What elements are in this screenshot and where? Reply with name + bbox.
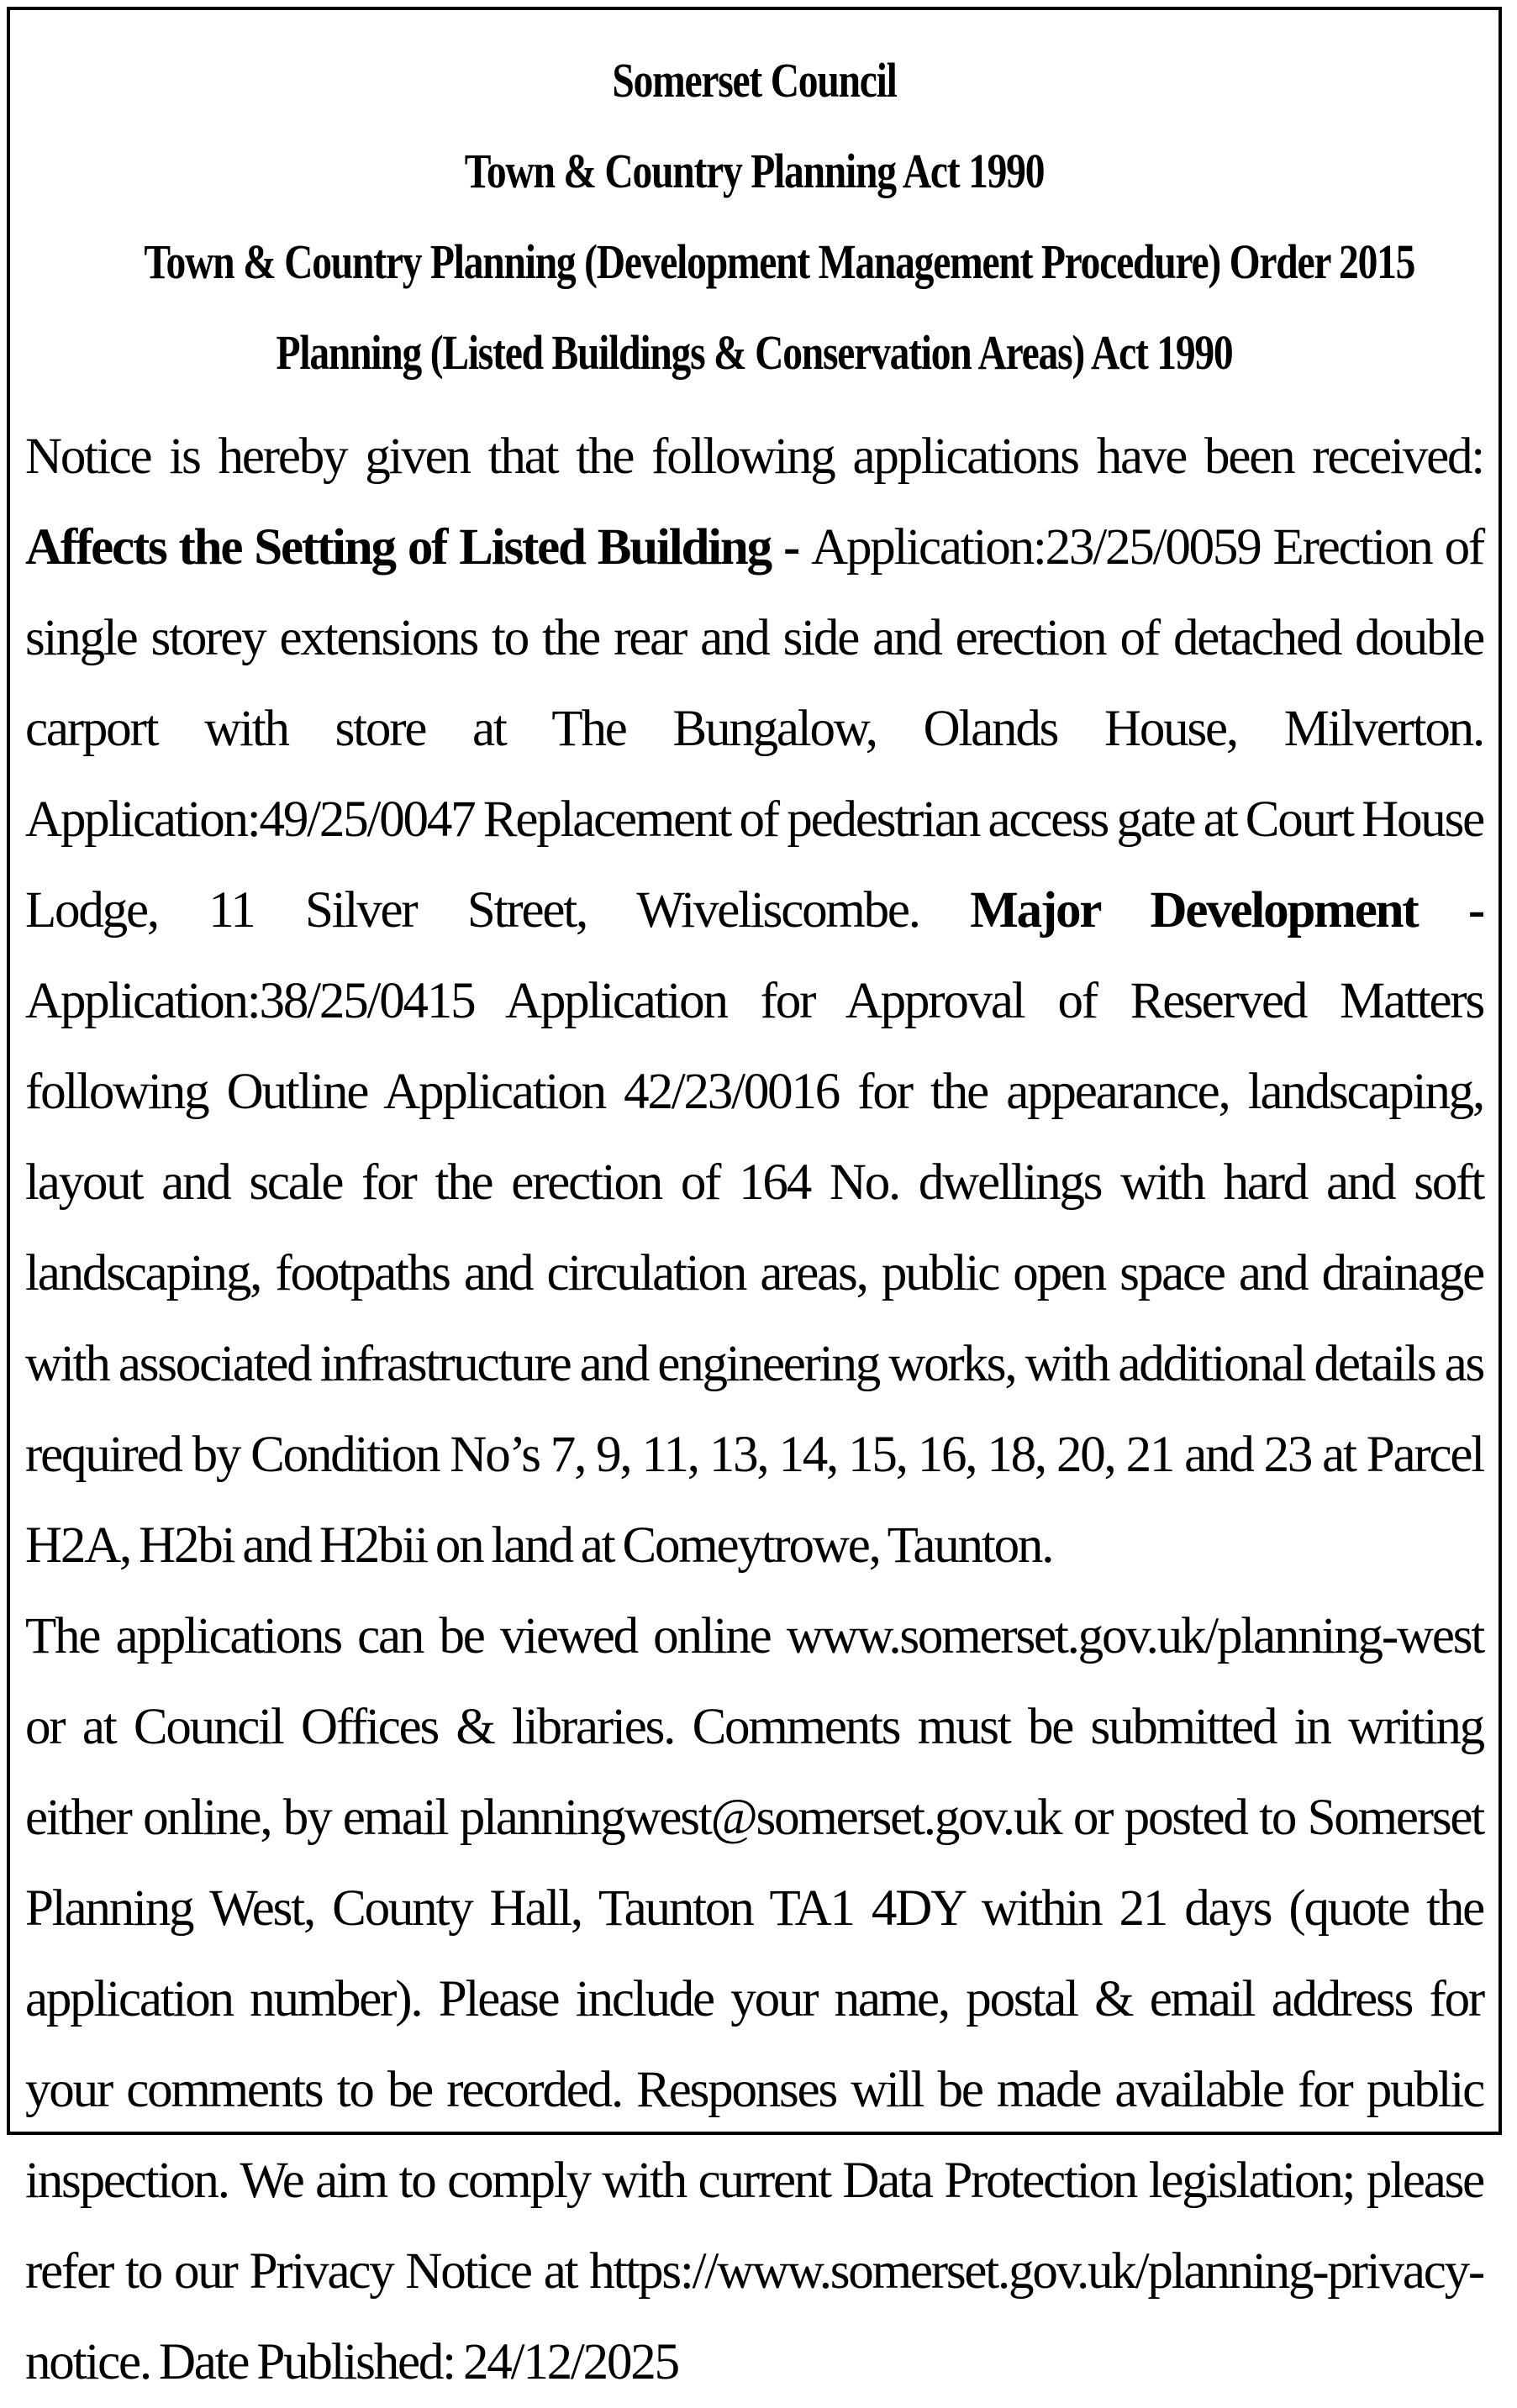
planning-notice <box>7 7 1502 2390</box>
applications-paragraph <box>25 412 1483 1591</box>
section-label-major-development: Major Development - <box>970 882 1484 938</box>
notice-body <box>25 412 1483 2408</box>
act-title-1: Town & Country Planning Act 1990 <box>464 144 1045 198</box>
act-title-2: Town & Country Planning (Development Management Procedure) Order 2015 <box>144 234 1415 289</box>
notice-heading <box>10 35 1499 398</box>
major-development-applications: Application:38/25/0415 Application for Approval of Reserved Matters following Outline Application 42/23/0016 for the appearance, landscaping, layout and scale for the erection of 164 No. dwellings with hard and soft landscaping, footpaths and circulation areas, public open space and drainage with associated infrastructure and engineering works, with additional details as required by Condition No’s 7, 9, 11, 13, 14, 15, 16, 18, 20, 21 and 23 at Parcel H2A, H2bi and H2bii on land at Comeytrowe, Taunton. <box>25 973 1483 1574</box>
intro-text: Notice is hereby given that the following applications have been received: <box>25 428 1483 485</box>
act-title-3: Planning (Listed Buildings & Conservation Areas) Act 1990 <box>276 325 1233 380</box>
section-label-listed-building: Affects the Setting of Listed Building - <box>25 519 812 576</box>
listed-building-applications: Application:23/25/0059 Erection of single storey extensions to the rear and side and erection of detached double carport with store at The Bungalow, Olands House, Milverton. Application:49/25/0047 Replacement of pedestrian access gate at Court House Lodge, 11 Silver Street, Wiveliscombe. <box>25 519 1483 938</box>
viewing-comments-paragraph: The applications can be viewed online www.somerset.gov.uk/planning-west or at Council Offices & libraries. Comments must be submitted in writing either online, by email planningwest@somerset.gov.uk or posted to Somerset Planning West, County Hall, Taunton TA1 4DY within 21 days (quote the application number). Please include your name, postal & email address for your comments to be recorded. Responses will be made available for public inspection. We aim to comply with current Data Protection legislation; please refer to our Privacy Notice at https://www.somerset.gov.uk/planning-privacy-notice. Date Published: 24/12/2025 <box>25 1608 1483 2390</box>
council-name: Somerset Council <box>612 53 897 108</box>
